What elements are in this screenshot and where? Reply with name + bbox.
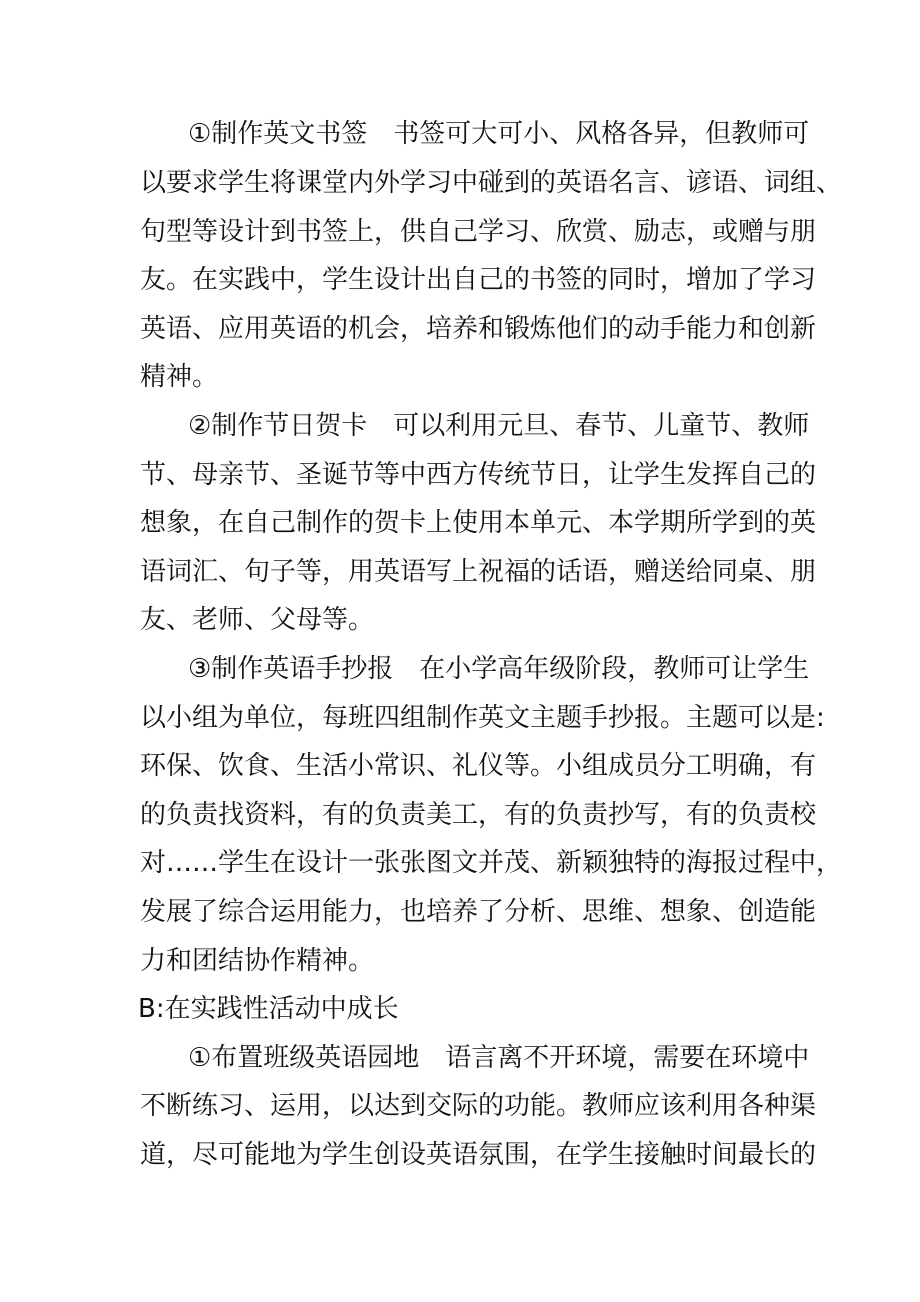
para-3-line-2: 以小组为单位，每班四组制作英文主题手抄报。主题可以是:	[140, 703, 825, 733]
para-3-line-1: ③制作英语手抄报 在小学高年级阶段，教师可让学生	[188, 654, 810, 684]
para-4-line-3: 道，尽可能地为学生创设英语氛围，在学生接触时间最长的	[140, 1140, 817, 1170]
section-heading-b: B:在实践性活动中成长	[138, 994, 399, 1024]
para-3-line-5: 对……学生在设计一张张图文并茂、新颖独特的海报过程中，	[140, 848, 843, 878]
para-4-line-1: ①布置班级英语园地 语言离不开环境，需要在环境中	[188, 1043, 810, 1073]
para-3-line-6: 发展了综合运用能力，也培养了分析、思维、想象、创造能	[140, 897, 817, 927]
para-2-line-2: 节、母亲节、圣诞节等中西方传统节日，让学生发挥自己的	[140, 460, 817, 490]
para-1-line-6: 精神。	[140, 362, 219, 392]
para-3-line-4: 的负责找资料，有的负责美工，有的负责抄写，有的负责校	[140, 800, 817, 830]
para-3-line-7: 力和团结协作精神。	[140, 946, 375, 976]
para-1-line-1: ①制作英文书签 书签可大可小、风格各异，但教师可	[188, 119, 810, 149]
para-1-line-4: 友。在实践中，学生设计出自己的书签的同时，增加了学习	[140, 265, 817, 295]
para-2-line-3: 想象，在自己制作的贺卡上使用本单元、本学期所学到的英	[140, 508, 817, 538]
para-1-line-2: 以要求学生将课堂内外学习中碰到的英语名言、谚语、词组、	[140, 168, 843, 198]
para-1-line-3: 句型等设计到书签上，供自己学习、欣赏、励志，或赠与朋	[140, 217, 817, 247]
para-2-line-1: ②制作节日贺卡 可以利用元旦、春节、儿童节、教师	[188, 411, 810, 441]
para-1-line-5: 英语、应用英语的机会，培养和锻炼他们的动手能力和创新	[140, 314, 817, 344]
para-3-line-3: 环保、饮食、生活小常识、礼仪等。小组成员分工明确，有	[140, 751, 817, 781]
para-2-line-5: 友、老师、父母等。	[140, 605, 375, 635]
para-2-line-4: 语词汇、句子等，用英语写上祝福的话语，赠送给同桌、朋	[140, 557, 817, 587]
para-4-line-2: 不断练习、运用，以达到交际的功能。教师应该利用各种渠	[140, 1091, 817, 1121]
